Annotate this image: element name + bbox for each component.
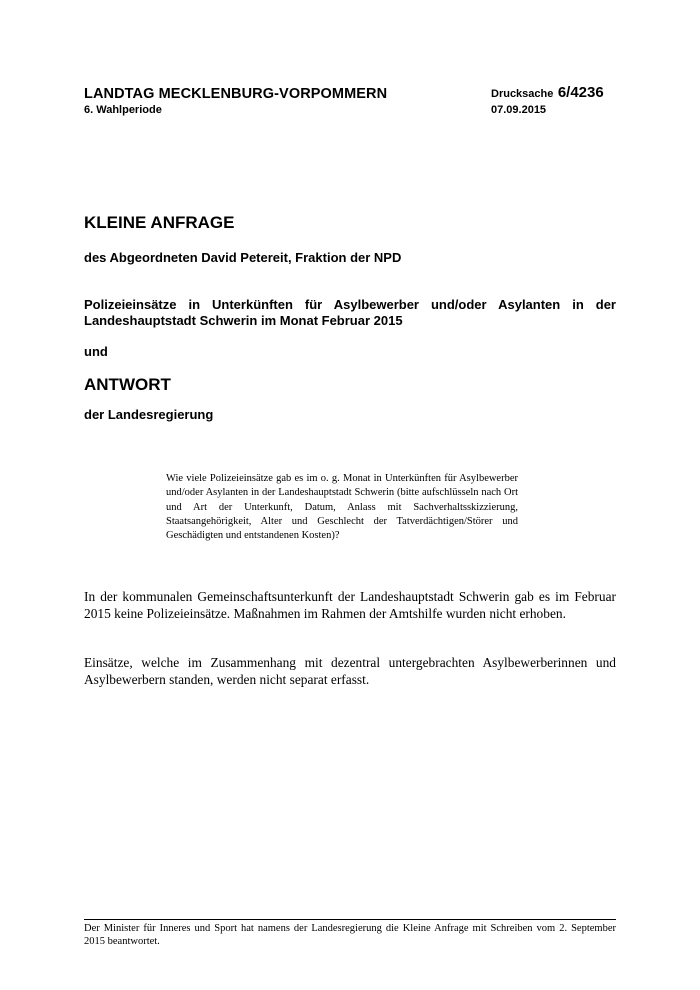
inquiry-title: Polizeieinsätze in Unterkünften für Asylbewerber und/oder Asylanten in der Landeshauptstadt Schwerin im Monat Februar 2015 [84, 297, 616, 328]
answer-heading: ANTWORT [84, 375, 171, 394]
footnote-text: Der Minister für Inneres und Sport hat namens der Landesregierung die Kleine Anfrage mit Schreiben vom 2. September 2015 beantwortet. [84, 923, 616, 948]
answer-paragraph-1: In der kommunalen Gemeinschaftsunterkunft der Landeshauptstadt Schwerin gab es im Februar 2015 keine Polizeieinsätze. Maßnahmen im Rahmen der Amtshilfe wurden nicht erhoben. [84, 589, 616, 622]
connector-und: und [84, 344, 108, 359]
drucksache-line [491, 84, 631, 102]
inquiry-type-heading: KLEINE ANFRAGE [84, 213, 235, 232]
document-header-left [84, 86, 464, 117]
answer-paragraph-2: Einsätze, welche im Zusammenhang mit dezentral untergebrachten Asylbewerberinnen und Asylbewerbern standen, werden nicht separat erfasst. [84, 655, 616, 688]
parliament-name: LANDTAG MECKLENBURG-VORPOMMERN [84, 86, 388, 102]
electoral-period: 6. Wahlperiode [84, 104, 162, 116]
footnote-divider [84, 919, 616, 920]
answer-source: der Landesregierung [84, 407, 214, 422]
drucksache-label: Drucksache [491, 88, 554, 100]
inquiry-author: des Abgeordneten David Petereit, Fraktion der NPD [84, 250, 402, 265]
drucksache-number: 6/4236 [557, 84, 604, 101]
document-date: 07.09.2015 [491, 104, 547, 116]
document-header-right [491, 84, 631, 117]
question-text: Wie viele Polizeieinsätze gab es im o. g. Monat in Unterkünften für Asylbewerber und/oder Asylanten in der Landeshauptstadt Schwerin (bitte aufschlüsseln nach Ort und Art der Unterkunft, Datum, Anlass mit Sachverhaltsskizzierung, Staatsangehörigkeit, Alter und Geschlecht der Tatverdächtigen/Störer und Geschädigten und entstandenen Kosten)? [166, 473, 518, 542]
